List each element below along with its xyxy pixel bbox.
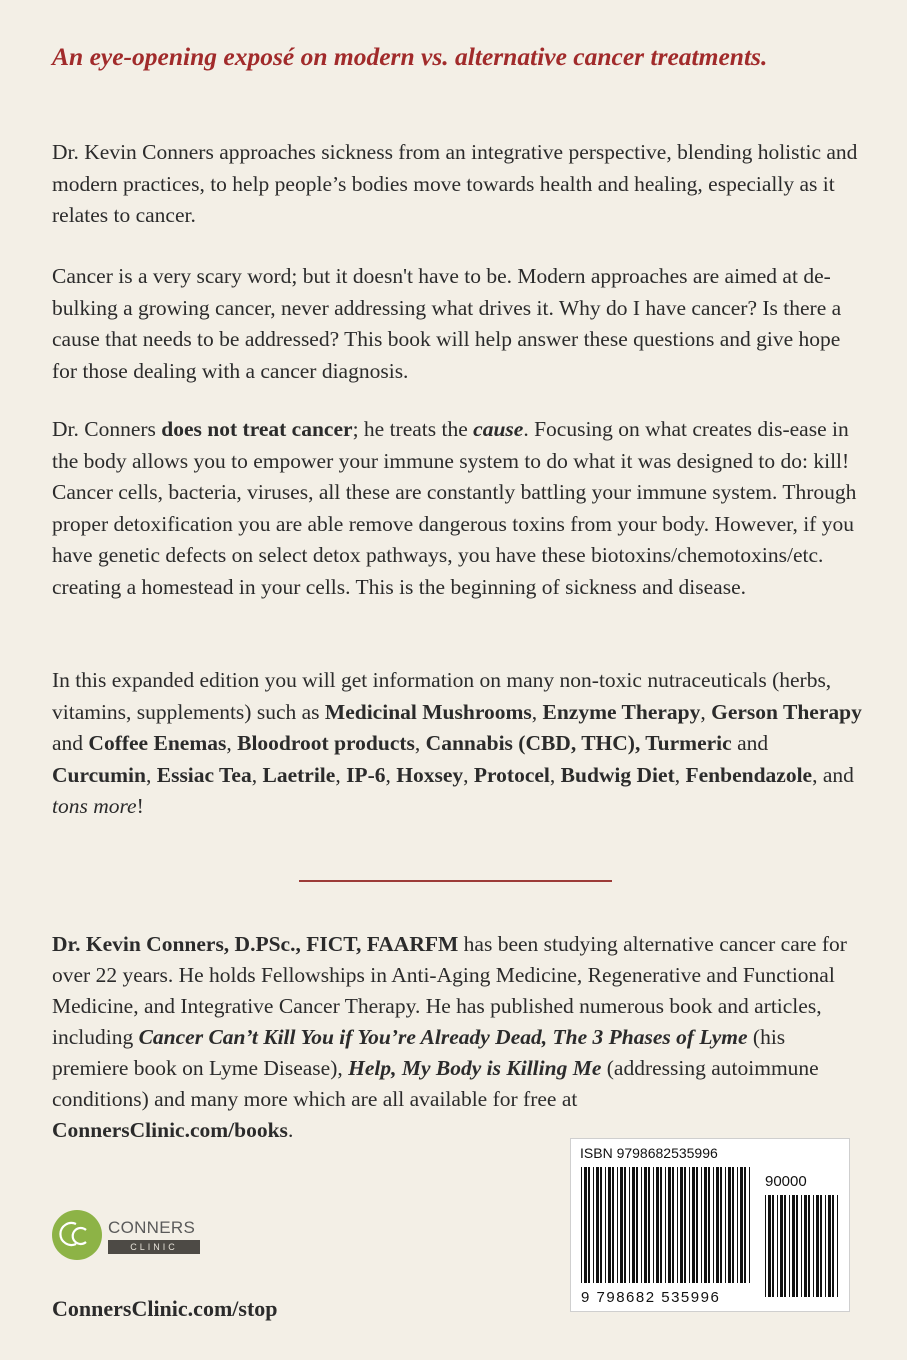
treatment-paragraph — [52, 414, 862, 603]
barcode-bar — [680, 1167, 683, 1283]
barcode-bar — [737, 1167, 738, 1283]
barcode-bar — [732, 1167, 734, 1283]
isbn-digits: 9 798682 535996 — [581, 1289, 721, 1306]
treatment-name: Essiac Tea — [156, 762, 252, 787]
text-segment: . — [287, 1118, 294, 1142]
intro-paragraph: Dr. Kevin Conners approaches sickness from an integrative perspective, blending holistic and modern practices, to help people’s bodies move towards health and healing, especially as it relates to cancer. — [52, 140, 858, 227]
treatment-name: Laetrile — [262, 762, 336, 787]
separator: , — [414, 731, 426, 755]
separator: , — [226, 731, 238, 755]
barcode-bar — [692, 1167, 695, 1283]
barcode-bar — [828, 1195, 831, 1297]
separator: , — [531, 699, 543, 724]
barcode-bar — [641, 1167, 642, 1283]
treatment-name: Hoxsey — [396, 762, 464, 787]
cancer-paragraph: Cancer is a very scary word; but it doesn't have to be. Modern approaches are aimed at de-bulking a growing cancer, never addressing what drives it. Why do I have cancer? Is there a cause that needs to be addressed? This book will help answer these questions and give hope for those dealing with a cancer diagnosis. — [52, 264, 842, 383]
barcode-bar — [648, 1167, 650, 1283]
barcode-addon: 90000 — [765, 1173, 807, 1190]
barcode-bar — [624, 1167, 626, 1283]
barcode-bar — [617, 1167, 618, 1283]
barcode-bar — [716, 1167, 719, 1283]
book-title: Cancer Can’t Kill You if You’re Already Dead, The 3 Phases of Lyme — [138, 1025, 748, 1049]
barcode-bar — [629, 1167, 630, 1283]
barcode-bar — [728, 1167, 731, 1283]
barcode-bar — [612, 1167, 614, 1283]
barcode-bar — [689, 1167, 690, 1283]
barcode-bar — [665, 1167, 666, 1283]
barcode-bar — [668, 1167, 671, 1283]
barcode-bar — [713, 1167, 714, 1283]
section-divider — [299, 880, 612, 882]
barcode-bar — [749, 1167, 750, 1283]
treatment-name: Enzyme Therapy — [542, 699, 701, 724]
barcode-bar — [701, 1167, 702, 1283]
barcode-bar — [708, 1167, 710, 1283]
separator: and — [52, 731, 89, 755]
barcode-bar — [813, 1195, 814, 1297]
treatment-name: IP-6 — [346, 762, 386, 787]
separator: , — [463, 762, 474, 787]
isbn-barcode — [570, 1138, 850, 1312]
text-segment: Dr. Conners — [52, 417, 162, 441]
conners-clinic-logo — [52, 1210, 212, 1270]
barcode-bar — [820, 1195, 822, 1297]
separator: , — [335, 762, 347, 787]
barcode-bar — [777, 1195, 778, 1297]
text-segment: (his premiere book on Lyme Disease), — [52, 1025, 786, 1080]
separator: and — [731, 731, 769, 755]
barcode-bar — [704, 1167, 707, 1283]
separator: , — [674, 762, 686, 787]
separator: , and — [812, 762, 854, 787]
text-segment: ; he treats the — [352, 417, 474, 441]
barcode-bar — [832, 1195, 834, 1297]
treatment-name: Gerson Therapy — [711, 699, 862, 724]
barcode-bar — [825, 1195, 826, 1297]
separator: , — [549, 762, 561, 787]
text-segment: (addressing autoimmune conditions) and many more which are all available for free at — [52, 1056, 819, 1111]
treatment-name: Bloodroot products — [237, 731, 415, 755]
emphasis-text: cause — [473, 417, 524, 441]
barcode-bar — [696, 1167, 698, 1283]
treatment-name: Coffee Enemas — [88, 731, 227, 755]
text-segment: In this expanded edition you will get information on many non-toxic nutraceuticals (herbs, vitamins, supplements) such as — [52, 668, 832, 724]
barcode-bar — [765, 1195, 766, 1297]
barcode-bar — [772, 1195, 774, 1297]
barcode-bar — [725, 1167, 726, 1283]
author-name: Dr. Kevin Conners, D.PSc., FICT, FAARFM — [52, 932, 459, 956]
barcode-bar — [593, 1167, 594, 1283]
barcode-bar — [796, 1195, 798, 1297]
logo-subtitle: CLINIC — [108, 1240, 200, 1254]
isbn-label: ISBN 9798682535996 — [580, 1145, 718, 1161]
separator: , — [145, 762, 157, 787]
treatment-name: Medicinal Mushrooms — [324, 699, 532, 724]
barcode-bar — [684, 1167, 686, 1283]
barcode-bar — [644, 1167, 647, 1283]
barcode-bar — [660, 1167, 662, 1283]
barcode-bar — [632, 1167, 635, 1283]
barcode-bar — [808, 1195, 810, 1297]
treatments-list-paragraph — [52, 665, 862, 823]
barcode-bar — [608, 1167, 611, 1283]
barcode-bar — [744, 1167, 746, 1283]
tons-more-text: tons more — [52, 794, 137, 818]
emphasis-text: does not treat cancer — [161, 417, 353, 441]
barcode-bar — [581, 1167, 582, 1283]
barcode-bar — [600, 1167, 602, 1283]
barcode-bar — [620, 1167, 623, 1283]
barcode-bar — [804, 1195, 807, 1297]
separator: ! — [136, 794, 144, 818]
separator: , — [385, 762, 397, 787]
barcode-bar — [780, 1195, 783, 1297]
footer-url: ConnersClinic.com/stop — [52, 1296, 278, 1321]
logo-monogram-icon — [52, 1210, 102, 1260]
treatment-name: Protocel — [473, 762, 550, 787]
logo-name: CONNERS — [108, 1218, 196, 1237]
barcode-bar — [792, 1195, 795, 1297]
separator: , — [251, 762, 263, 787]
book-title: Help, My Body is Killing Me — [348, 1056, 602, 1080]
barcode-bar — [740, 1167, 743, 1283]
barcode-bar — [653, 1167, 654, 1283]
treatment-name: Cannabis (CBD, THC), Turmeric — [425, 731, 732, 755]
tagline: An eye-opening exposé on modern vs. alternative cancer treatments. — [52, 42, 768, 71]
barcode-bar — [656, 1167, 659, 1283]
barcode-bar — [768, 1195, 771, 1297]
books-url: ConnersClinic.com/books — [52, 1118, 288, 1142]
barcode-bar — [720, 1167, 722, 1283]
barcode-bar — [588, 1167, 590, 1283]
barcode-bar — [789, 1195, 790, 1297]
text-segment: . Focusing on what creates dis-ease in the body allows you to empower your immune system to do what it was designed to do: kill! Cancer cells, bacteria, viruses, all these are constantly battling your immune system. Through proper detoxification you are able remove dangerous toxins from your body. However, if you have genetic defects on select detox pathways, you have these biotoxins/chemotoxins/etc. creating a homestead in your cells. This is the beginning of sickness and disease. — [52, 417, 857, 599]
treatment-name: Fenbendazole — [685, 762, 813, 787]
treatment-name: Curcumin — [52, 762, 146, 787]
separator: , — [700, 699, 712, 724]
barcode-bar — [596, 1167, 599, 1283]
barcode-bar — [605, 1167, 606, 1283]
author-bio — [52, 929, 862, 1146]
barcode-bar — [837, 1195, 838, 1297]
barcode-bar — [584, 1167, 587, 1283]
barcode-bar — [816, 1195, 819, 1297]
barcode-bar — [801, 1195, 802, 1297]
barcode-bars — [571, 1139, 849, 1311]
barcode-bar — [784, 1195, 786, 1297]
barcode-bar — [636, 1167, 638, 1283]
barcode-bar — [677, 1167, 678, 1283]
text-segment: has been studying alternative cancer care for over 22 years. He holds Fellowships in Anti-Aging Medicine, Regenerative and Functional Medicine, and Integrative Cancer Therapy. He has published numerous book and articles, including — [52, 932, 847, 1049]
barcode-bar — [672, 1167, 674, 1283]
treatment-name: Budwig Diet — [560, 762, 675, 787]
